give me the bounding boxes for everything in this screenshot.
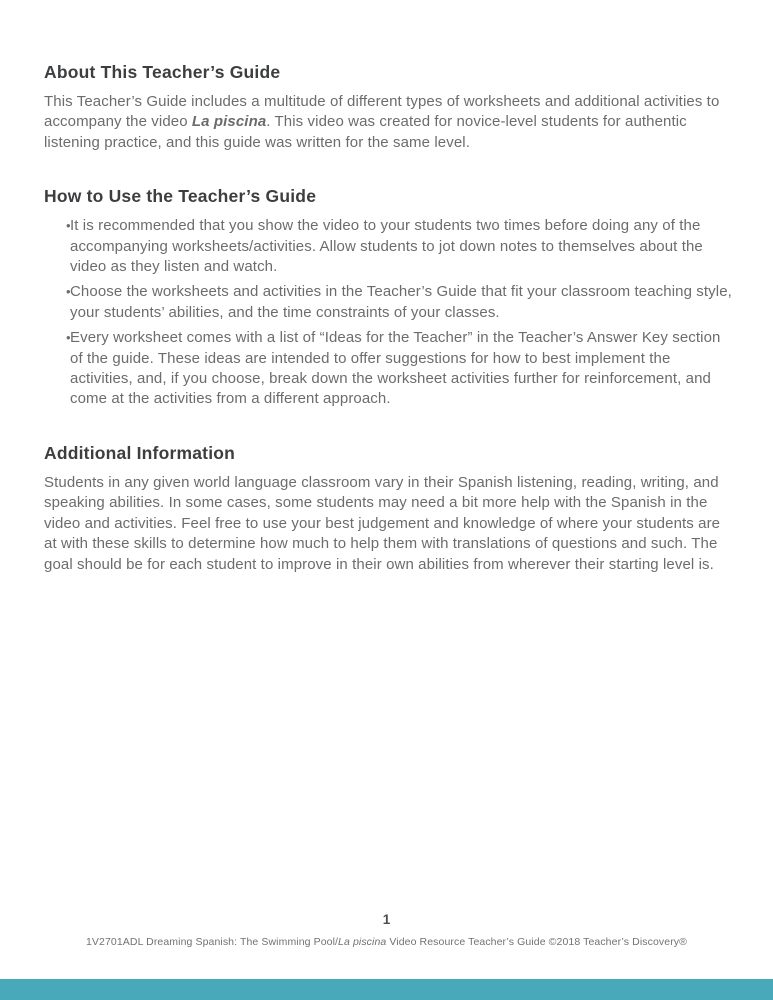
video-title-emphasis: La piscina: [191, 113, 267, 131]
section-heading-additional-info: Additional Information: [44, 442, 236, 463]
page-number: 1: [382, 912, 391, 927]
footer-color-bar: [0, 979, 773, 1000]
section-about: [44, 62, 732, 153]
footer-credit-text-2: Video Resource Teacher’s Guide ©2018 Teacher’s Discovery®: [386, 936, 687, 948]
section-how-to-use: [44, 186, 732, 410]
bullet-icon: •: [66, 284, 71, 300]
bullet-text: Choose the worksheets and activities in the Teacher’s Guide that fit your classroom teaching style, your students’ abilities, and the time constraints of your classes.: [70, 283, 732, 321]
additional-info-paragraph: Students in any given world language classroom vary in their Spanish listening, reading, writing, and speaking abilities. In some cases, some students may need a bit more help with the Spanish in the video and activities. Feel free to use your best judgement and knowledge of where your students are at with these skills to determine how much to help them with translations of questions and such. The goal should be for each student to improve in their own abilities from wherever their starting level is.: [44, 473, 721, 573]
list-item: [44, 216, 732, 277]
how-to-use-bullet-list: [44, 216, 732, 410]
footer-credit-video-title: La piscina: [338, 936, 387, 948]
footer-credit: [0, 936, 773, 948]
bullet-text: Every worksheet comes with a list of “Ideas for the Teacher” in the Teacher’s Answer Key section of the guide. These ideas are intended to offer suggestions for how to best implement the activities, and, if you choose, break down the worksheet activities further for reinforcement, and come at the activities from a different approach.: [70, 329, 721, 408]
footer-credit-text-1: 1V2701ADL Dreaming Spanish: The Swimming Pool/: [85, 936, 339, 948]
list-item: [44, 328, 732, 410]
section-heading-about: About This Teacher’s Guide: [44, 62, 281, 82]
bullet-icon: •: [66, 330, 71, 346]
list-item: [44, 282, 732, 323]
about-paragraph-text-1: This Teacher’s Guide includes a multitude of different types of worksheets and additional activities to accompany the video: [44, 93, 720, 131]
page-content: [44, 62, 732, 608]
bullet-text: It is recommended that you show the video to your students two times before doing any of the accompanying worksheets/activities. Allow students to jot down notes to themselves about the video as they listen and watch.: [70, 217, 703, 276]
about-paragraph-text-2: . This video was created for novice-level students for authentic listening practice, and this guide was written for the same level.: [44, 113, 687, 151]
about-paragraph: [44, 92, 732, 153]
bullet-icon: •: [66, 218, 71, 234]
section-additional-info: [44, 443, 732, 575]
section-heading-how-to-use: How to Use the Teacher’s Guide: [44, 186, 317, 207]
